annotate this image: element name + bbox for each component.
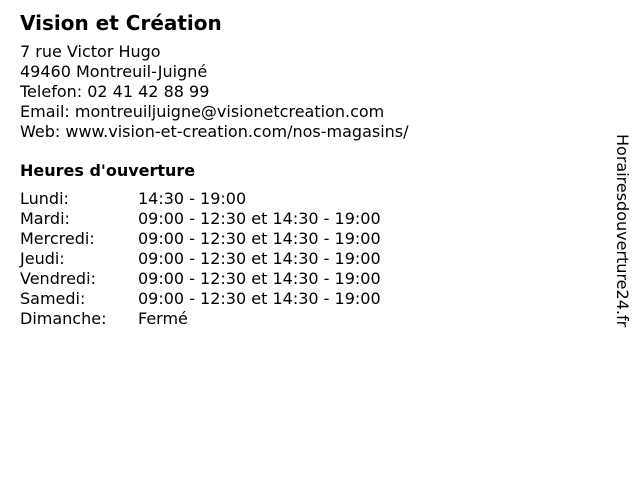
store-name: Vision et Création [20,11,222,35]
day-hours: 09:00 - 12:30 et 14:30 - 19:00 [138,249,381,268]
day-label: Dimanche: [20,309,107,328]
day-label: Samedi: [20,289,86,308]
city-postcode: 49460 Montreuil-Juigné [20,62,208,81]
address-block [20,42,600,142]
opening-hours-table [20,189,600,329]
day-label: Vendredi: [20,269,96,288]
hours-row-tuesday [20,209,600,229]
day-hours: 14:30 - 19:00 [138,189,247,208]
hours-row-friday [20,269,600,289]
store-card [20,10,600,329]
phone-number: Telefon: 02 41 42 88 99 [20,82,210,101]
day-label: Lundi: [20,189,69,208]
day-hours: Fermé [138,309,188,328]
day-hours: 09:00 - 12:30 et 14:30 - 19:00 [138,269,381,288]
site-watermark: Horairesdouverture24.fr [613,134,632,328]
day-label: Mercredi: [20,229,95,248]
hours-row-thursday [20,249,600,269]
day-label: Mardi: [20,209,70,228]
hours-row-wednesday [20,229,600,249]
hours-row-monday [20,189,600,209]
day-hours: 09:00 - 12:30 et 14:30 - 19:00 [138,289,381,308]
email-address: Email: montreuiljuigne@visionetcreation.com [20,102,385,121]
website-address: Web: www.vision-et-creation.com/nos-magasins/ [20,122,409,141]
day-hours: 09:00 - 12:30 et 14:30 - 19:00 [138,229,381,248]
opening-hours-heading: Heures d'ouverture [20,161,196,180]
day-label: Jeudi: [20,249,65,268]
day-hours: 09:00 - 12:30 et 14:30 - 19:00 [138,209,381,228]
hours-row-sunday [20,309,600,329]
street-address: 7 rue Victor Hugo [20,42,161,61]
hours-row-saturday [20,289,600,309]
